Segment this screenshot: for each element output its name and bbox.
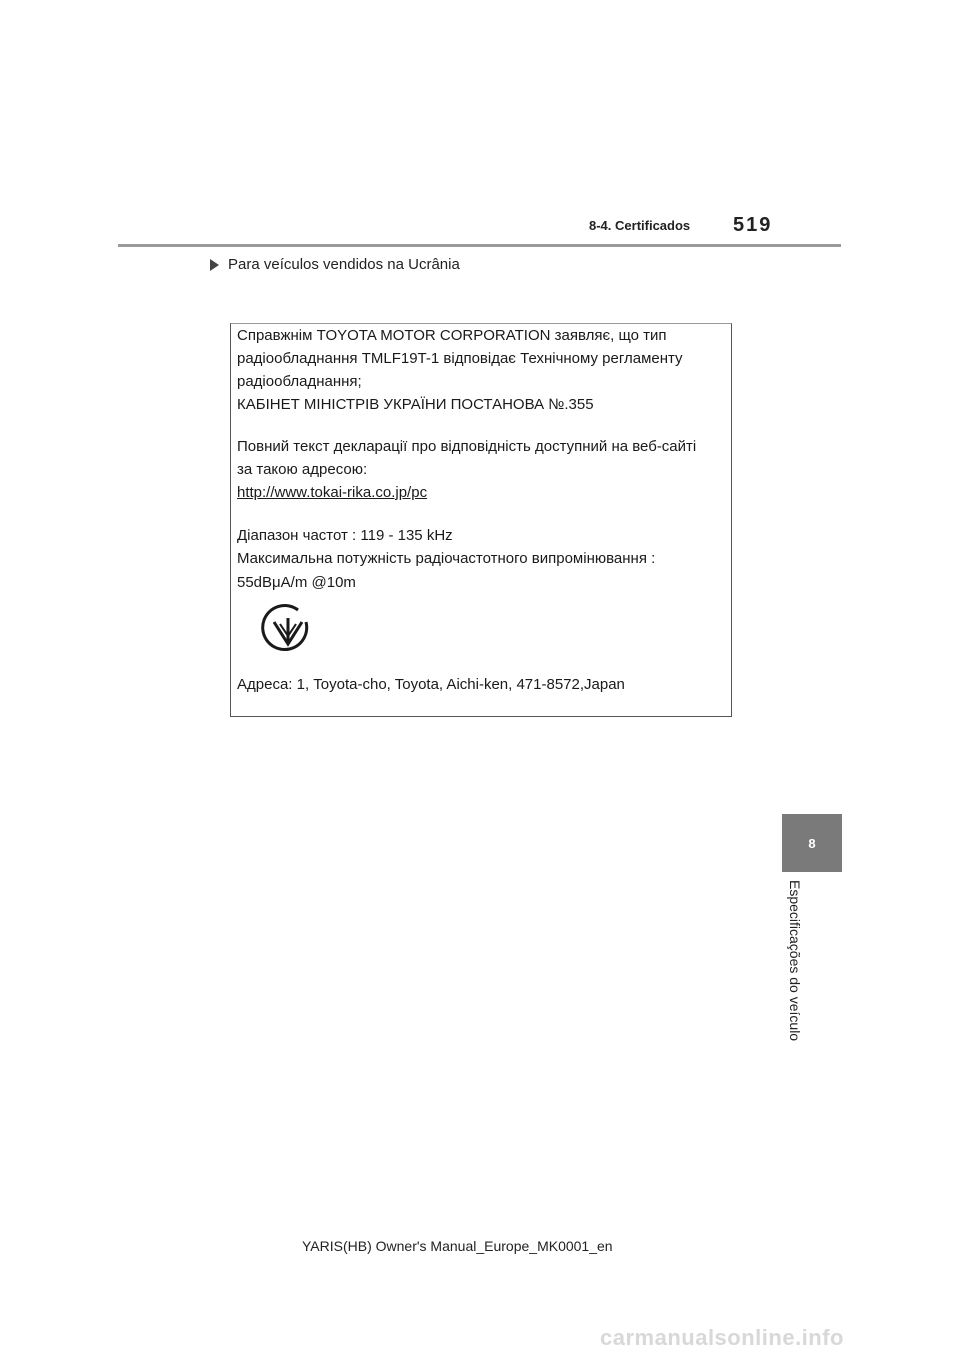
arrow-right-icon	[210, 259, 219, 271]
cert-line: Максимальна потужність радіочастотного випромінювання :	[237, 550, 656, 567]
footer-manual-name: YARIS(HB) Owner's Manual_Europe_MK0001_en	[302, 1238, 613, 1254]
cert-line: радіообладнання;	[237, 373, 362, 390]
cert-link[interactable]: http://www.tokai-rika.co.jp/pc	[237, 484, 428, 501]
chapter-title: Especificações do veículo	[787, 880, 803, 1042]
section-heading	[210, 256, 460, 273]
cert-line: Повний текст декларації про відповідність доступний на веб-сайті	[237, 438, 697, 455]
cert-line: за такою адресою:	[237, 461, 368, 478]
watermark: carmanualsonline.info	[600, 1325, 844, 1350]
section-heading-text: Para veículos vendidos na Ucrânia	[228, 256, 460, 273]
ukraine-conformity-mark-icon	[260, 600, 316, 656]
header-rule	[118, 244, 841, 247]
cert-line: 55dBμA/m @10m	[237, 574, 356, 591]
header-section-title: 8-4. Certificados	[589, 218, 691, 233]
page-number: 519	[733, 214, 773, 236]
cert-line: Справжнім TOYOTA MOTOR CORPORATION заявляє, що тип	[237, 327, 667, 344]
chapter-tab[interactable]	[782, 814, 842, 872]
cert-line: КАБІНЕТ МІНІСТРІВ УКРАЇНИ ПОСТАНОВА №.355	[237, 396, 594, 413]
cert-line: Діапазон частот : 119 - 135 kHz	[237, 527, 453, 544]
chapter-number: 8	[808, 835, 816, 851]
cert-address: Адреса: 1, Toyota-cho, Toyota, Aichi-ken, 471-8572,Japan	[237, 676, 625, 693]
cert-line: радіообладнання TMLF19T-1 відповідає Технічному регламенту	[237, 350, 683, 367]
